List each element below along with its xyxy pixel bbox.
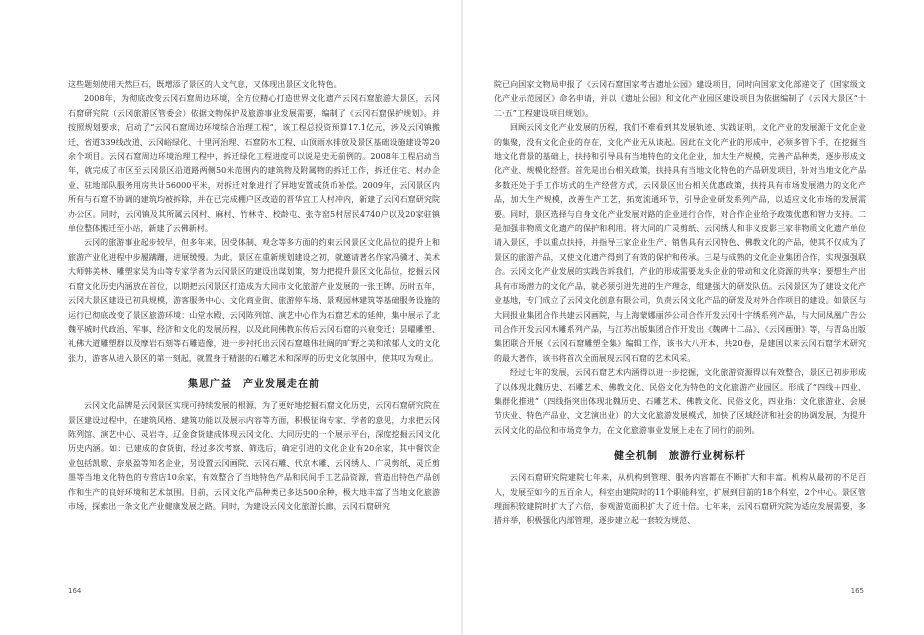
- paragraph: 云冈石窟研究院建院七年来，从机构到管理、服务内容都在不断扩大和丰富。机构从最初的不足百人，发展至如今的五百余人，科室由建院时的11个职能科室，扩展到目前的18个科室，2个中心。景区管理面积较建院时扩大了六倍，参观游览面积扩大了近十倍。七年来，云冈石窟研究院为适应发展需要，多措并举，积极强化内部管理，逐步建立起一套较为规范、: [494, 473, 866, 526]
- right-column: [494, 78, 866, 529]
- paragraph: 这些题刻使用天然巨石，既增添了景区的人文气息，又体现出景区文化特色。: [68, 80, 342, 89]
- paragraph: 回顾云冈文化产业发展的历程，我们不难看到其发展轨迹、实践证明，文化产业的发展源于文化企业的集聚，没有文化企业的存在，文化产业无从谈起。因此在文化产业的形成中，必须多管下手，在挖掘当地文化背景的基础上，扶持和引导具有当地特色的文化企业，加大生产规模，完善产品种类，逐步形成文化产业、规模化经营。首先是出台相关政策，扶持具有当地文化特色的产品研发项目，针对当地文化产品多数还处于手工作坊式的生产经营方式，云冈景区出台相关优惠政策，扶持具有市场发展潜力的文化产品，加大生产规模，改善生产工艺，拓宽流通环节，引导企业研发系列产品，以适应文化市场的发展需要。同时，景区选择与自身文化产业发展对路的企业进行合作，对合作企业给予政策优惠和智力支持。二是加强非物质文化遗产的保护和利用。将大同的广灵剪纸、云冈绣人和非义皮影三家非物质文化遗产单位请入景区，手以重点扶持，并指导三家企业生产、销售具有云冈特色、佛教文化的产品，使其不仅成为了景区的旅游产品，又使文化遗产得到了有效的保护和传承。三是与成熟的文化企业集团合作，实现强强联合。云冈文化产业发展的实践告诉我们，产业的形成需要龙头企业的带动和文化资源的共享；要想生产出具有市场潜力的文化产品，就必须引进先进的生产理念，组建强大的研发队伍。云冈景区为了建设文化产业基地，专门成立了云冈文化创意有限公司，负责云冈文化产品的研发及对外合作项目的建设。如景区与大同报业集团合作共建云冈画院，与上海蒙娜丽莎公司合作开发云冈十字绣系列产品，与大同凤凰广告公司合作开发云冈木雕系列产品，与江苏出版集团合作开发出《魏碑十二品》、《云冈画册》等，与青岛出版集团联合开展《云冈石窟雕塑全集》编辑工作，该书大八开本，共20卷，是建国以来云冈石窟学术研究的最大著作，该书将首次全面展现云冈石窟的艺术风采。: [494, 123, 866, 363]
- right-page: [462, 0, 924, 635]
- section-heading: 健全机制 旅游行业树标杆: [614, 451, 746, 463]
- paragraph: 2008年，为彻底改变云冈石窟周边环境，全方位精心打造世界文化遗产云冈石窟旅游大景区，云冈石窟研究院（云冈旅游区管委会）依据文物保护及旅游事业发展需要，编制了《云冈石窟保护规划》。并按照规划要求，启动了“云冈石窟周边环境综合治理工程”，该工程总投资预算17.1亿元，涉及云冈镇搬迁、省道339线改道、云冈峪绿化、十里河治理、石窟防水工程、山顶雨水排放及景区基础设施建设等20余个项目。云冈石窟周边环境治理工程中，拆迁绿化工程进度可以说是史无前例的。2008年工程启动当年，就完成了市区至云冈景区沿道路两侧50米范围内的建筑物及附属物的拆迁工作，拆迁住宅、村办企业、驻地部队服务用房共计56000平米，对拆迁对象进行了异地安置或货币补偿。2009年，云冈景区内所有与石窟不协调的建筑均被拆除，并在已完成棚户区改造的晋华宜工人村冲内，新建了云冈石窟研究院办公区。同时，云冈镇及其所属云冈村、麻村、竹林寺、校龄屯、张寺窑5村居民4740户以及20家驻镇单位整体搬迁至小站，新建了云佛新村。: [68, 94, 440, 234]
- paragraph: 院已向国家文物局申报了《云冈石窟国家考古遗址公园》建设项目，同时向国家文化部递交了《国家级文化产业示范园区》命名申请，并以《遗址公园》和文化产业园区建设项目为依据编制了《云冈大景区“十二·五”工程建设项目规划》。: [494, 80, 866, 118]
- paragraph: 云冈文化品牌是云冈景区实现可持续发展的根源，为了更好地挖掘石窟文化历史，云冈石窟研究院在景区建设过程中，在建筑风格、建筑功能以及展示内容等方面，积极征询专家、学者的意见，力求把云冈陈列馆、演艺中心、灵岩寺、辽金食货建成体现云冈文化、大同历史的一个展示平台，深度挖掘云冈文化历史内涵。如：已建成的食货街，经过多次考察、筛选后，确定引进的文化企业有20余家，其中餐饮企业包括凯歌、奈泉盈等知名企业，另设置云冈画院、云冈石雕、代京木雕、云冈绣人、广灵剪纸、灵丘剪墨等当地文化特色的专营店10余家，有效整合了当地特色产品和民间手工艺品资源，营造出特色产品创作和生产的良好环境和艺术氛围。目前，云冈文化产品种类已多达500余种，极大地丰富了当地文化旅游市场，探索出一条文化产业健康发展之路。同时，为建设云冈文化旅游长廊，云冈石窟研究: [68, 401, 440, 511]
- left-column: [68, 78, 440, 514]
- paragraph: 经过七年的发展，云冈石窟艺术内涵得以进一步挖掘，文化旅游资源得以有效整合，景区已初步形成了以体现北魏历史、石雕艺术、佛教文化、民俗文化为特色的文化旅游产业园区。形成了“四线＋四业、集群化推进”（四线指突出体现北魏历史、石雕艺术、佛教文化、民俗文化，四业指：文化旅游业、会展节庆业、特色产品业、文艺演出业）的大文化旅游发展模式，加快了区域经济和社会的协调发展，为提升云冈文化的品位和市场竞争力，在文化旅游事业发展上走在了同行的前列。: [494, 368, 866, 435]
- paragraph: 云冈的旅游事业起步较早，但多年来，因受体制、观念等多方面的约束云冈景区文化品位的提升上和旅游产业化进程中步履蹒跚，进展缓慢。为此，景区在重新规划建设之初，就邀请著名作家冯骥才、美术大师韩美林、雕塑家吴为山等专家学者为云冈景区的建设出谋划策，努力把提升景区文化品位，挖掘云冈石窟文化历史内涵放在首位，以期把云冈景区打造成为大同市文化旅游产业发展的一张王牌。历时五年，云冈大景区建设已初具规模，游客服务中心、文化商业街、旅游停车场、景观园林建筑等基础服务设施的运行已彻底改变了景区旅游环境：山堂水殿、云冈陈列馆、演艺中心作为石窟艺术的延伸，集中展示了北魏平城时代政治、军事、经济和文化的发展历程，以及此间佛教东传后云冈石窟的兴衰变迁；昙曜雕塑、礼佛大道雕塑群以及摩岩石刻等石雕造像，进一步衬托出云冈石窟雄伟壮阔的旷野之美和浓郁人文的文化张力，游客从进入景区的第一刻起，就置身于精湛的石雕艺术和深厚的历史文化氛围中，使其叹为观止。: [68, 238, 440, 363]
- section-heading: 集思广益 产业发展走在前: [188, 379, 320, 391]
- page-number: 165: [850, 587, 864, 595]
- page-number: 164: [68, 587, 82, 595]
